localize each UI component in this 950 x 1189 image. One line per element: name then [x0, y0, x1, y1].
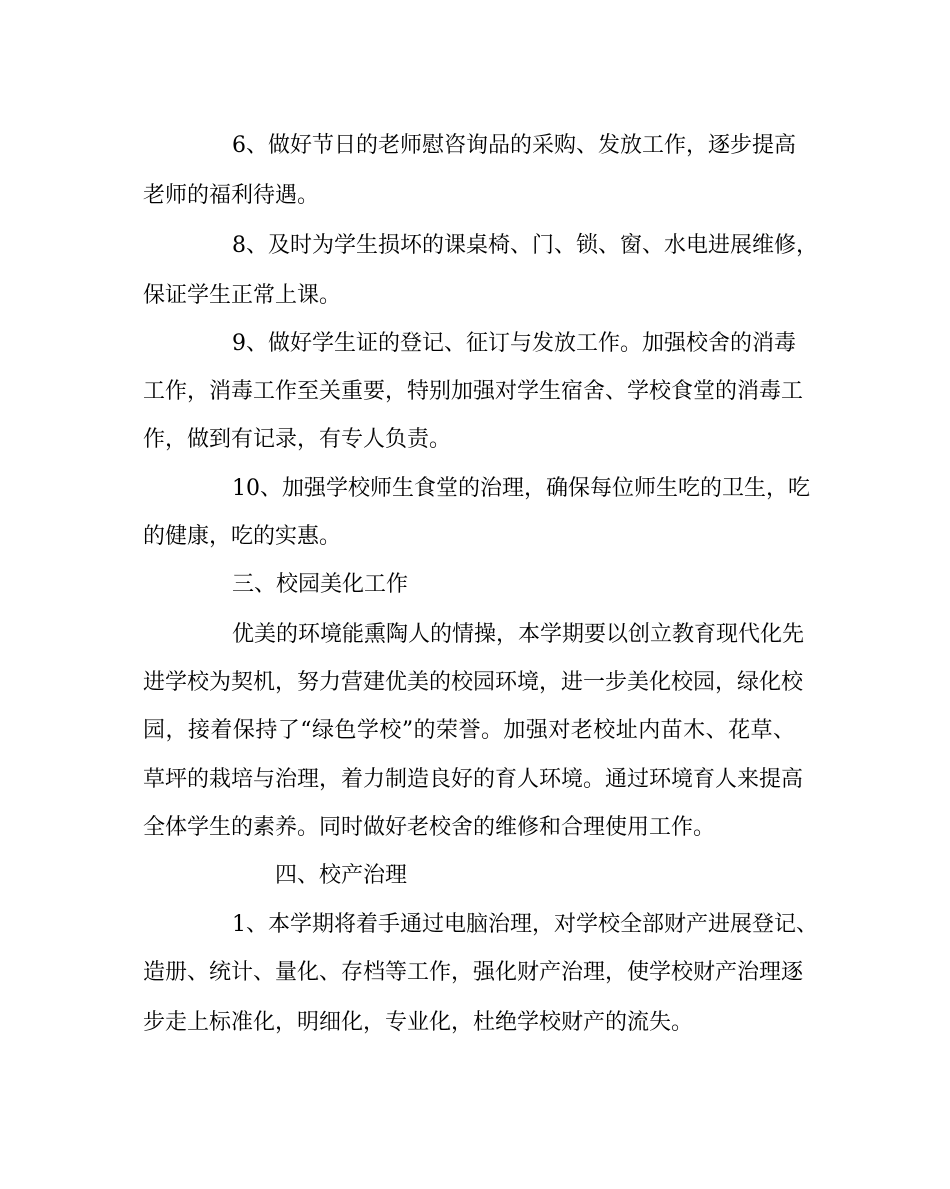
paragraph-line: 作，做到有记录，有专人负责。 — [143, 427, 452, 452]
paragraph-line: 9、做好学生证的登记、征订与发放工作。加强校舍的消毒 — [232, 331, 796, 356]
paragraph-line: 造册、统计、量化、存档等工作，强化财产治理，使学校财产治理逐 — [143, 960, 804, 985]
paragraph-line: 老师的福利待遇。 — [143, 183, 320, 208]
paragraph-line: 步走上标准化，明细化，专业化，杜绝学校财产的流失。 — [143, 1010, 694, 1035]
paragraph-line: 工作，消毒工作至关重要，特别加强对学生宿舍、学校食堂的消毒工 — [143, 379, 804, 404]
paragraph-line: 1、本学期将着手通过电脑治理，对学校全部财产进展登记、 — [232, 912, 818, 937]
paragraph-line: 8、及时为学生损坏的课桌椅、门、锁、窗、水电进展维修， — [232, 233, 818, 258]
paragraph-line: 优美的环境能熏陶人的情操，本学期要以创立教育现代化先 — [232, 622, 805, 647]
section-heading: 四、校产治理 — [275, 863, 408, 888]
paragraph-line: 10、加强学校师生食堂的治理，确保每位师生吃的卫生，吃 — [232, 476, 810, 501]
section-heading: 三、校园美化工作 — [232, 572, 409, 597]
paragraph-line: 全体学生的素养。同时做好老校舍的维修和合理使用工作。 — [143, 815, 716, 840]
paragraph-line: 草坪的栽培与治理，着力制造良好的育人环境。通过环境育人来提高 — [143, 767, 804, 792]
paragraph-line: 的健康，吃的实惠。 — [143, 524, 342, 549]
paragraph-line: 园，接着保持了“绿色学校”的荣誉。加强对老校址内苗木、花草、 — [143, 718, 795, 743]
paragraph-line: 进学校为契机，努力营建优美的校园环境，进一步美化校园，绿化校 — [143, 670, 804, 695]
paragraph-line: 6、做好节日的老师慰咨询品的采购、发放工作，逐步提高 — [232, 133, 796, 158]
paragraph-line: 保证学生正常上课。 — [143, 283, 342, 308]
